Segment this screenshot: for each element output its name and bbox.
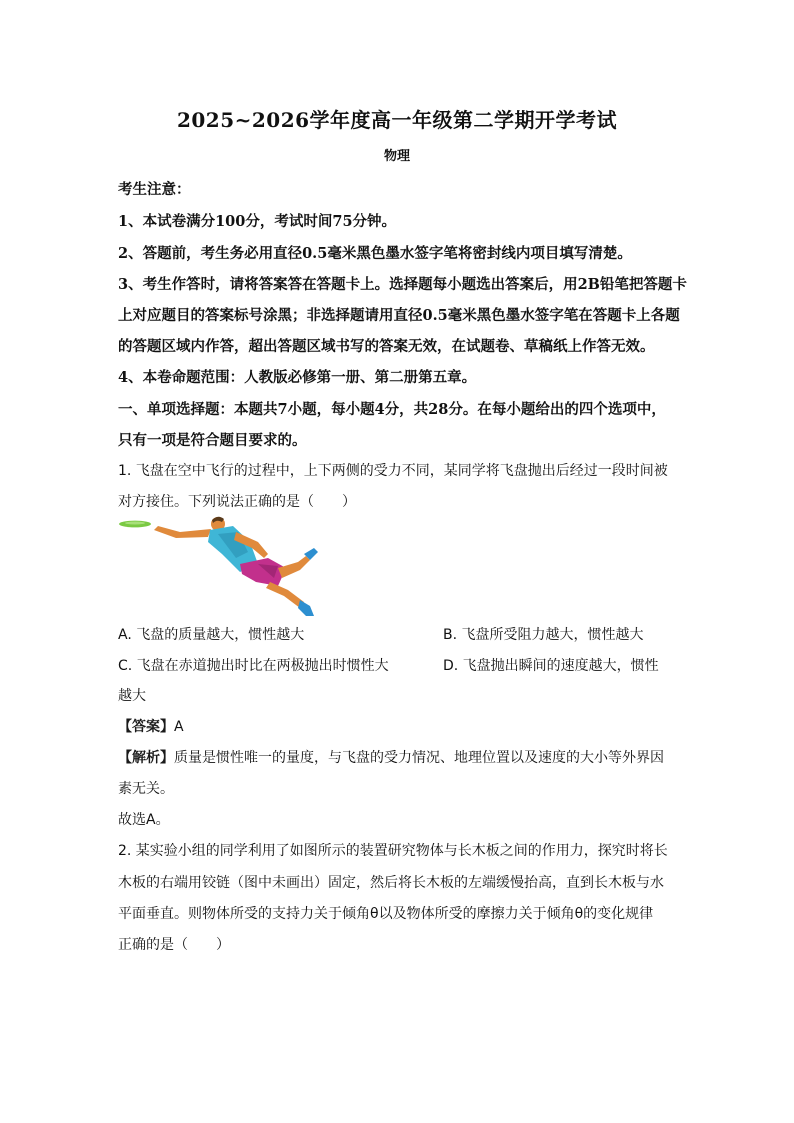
analysis-text: 质量是惯性唯一的量度，与飞盘的受力情况、地理位置以及速度的大小等外界因 <box>174 750 664 766</box>
subject-label: 物理 <box>383 149 410 164</box>
frisbee-player-figure <box>118 512 328 617</box>
answer-value: A <box>174 719 184 735</box>
q1-answer <box>118 716 184 736</box>
note-item-3-cont2: 的答题区域内作答，超出答题区域书写的答案无效，在试题卷、草稿纸上作答无效。 <box>118 338 655 355</box>
q2-stem-line3: 平面垂直。则物体所受的支持力关于倾角θ以及物体所受的摩擦力关于倾角θ的变化规律 <box>118 906 654 922</box>
q2-stem-line4: 正确的是（ ） <box>118 937 230 953</box>
section-heading-cont: 只有一项是符合题目要求的。 <box>118 432 307 449</box>
q1-option-d: D. 飞盘抛出瞬间的速度越大，惯性 <box>443 658 659 674</box>
q1-option-a: A. 飞盘的质量越大，惯性越大 <box>118 627 305 643</box>
note-item-4: 4、本卷命题范围：人教版必修第一册、第二册第五章。 <box>118 369 477 386</box>
q1-option-b: B. 飞盘所受阻力越大，惯性越大 <box>443 627 644 643</box>
analysis-tag: 【解析】 <box>118 750 174 766</box>
q1-analysis-cont: 素无关。 <box>118 781 174 797</box>
exam-title: 2025~2026学年度高一年级第二学期开学考试 <box>176 108 618 132</box>
q1-stem-line2: 对方接住。下列说法正确的是（ ） <box>118 494 356 510</box>
note-item-3-cont: 上对应题目的答案标号涂黑；非选择题请用直径0.5毫米黑色墨水签字笔在答题卡上各题 <box>118 307 680 324</box>
q2-stem-line1: 2. 某实验小组的同学利用了如图所示的装置研究物体与长木板之间的作用力，探究时将长 <box>118 843 668 859</box>
note-item-3: 3、考生作答时，请将答案答在答题卡上。选择题每小题选出答案后，用2B铅笔把答题卡 <box>118 276 687 293</box>
note-item-2: 2、答题前，考生务必用直径0.5毫米黑色墨水签字笔将密封线内项目填写清楚。 <box>118 245 632 262</box>
q1-option-c: C. 飞盘在赤道抛出时比在两极抛出时惯性大 <box>118 658 389 674</box>
q1-analysis <box>118 747 664 767</box>
q2-stem-line2: 木板的右端用铰链（图中未画出）固定，然后将长木板的左端缓慢抬高，直到长木板与水 <box>118 875 664 891</box>
section-heading: 一、单项选择题：本题共7小题，每小题4分，共28分。在每小题给出的四个选项中， <box>118 401 666 418</box>
q1-option-d-cont: 越大 <box>118 688 146 704</box>
note-item-1: 1、本试卷满分100分，考试时间75分钟。 <box>118 213 397 230</box>
q1-stem-line1: 1. 飞盘在空中飞行的过程中，上下两侧的受力不同，某同学将飞盘抛出后经过一段时间被 <box>118 463 668 479</box>
answer-tag: 【答案】 <box>118 719 174 735</box>
notes-heading: 考生注意： <box>118 181 191 198</box>
q1-conclusion: 故选A。 <box>118 812 170 828</box>
